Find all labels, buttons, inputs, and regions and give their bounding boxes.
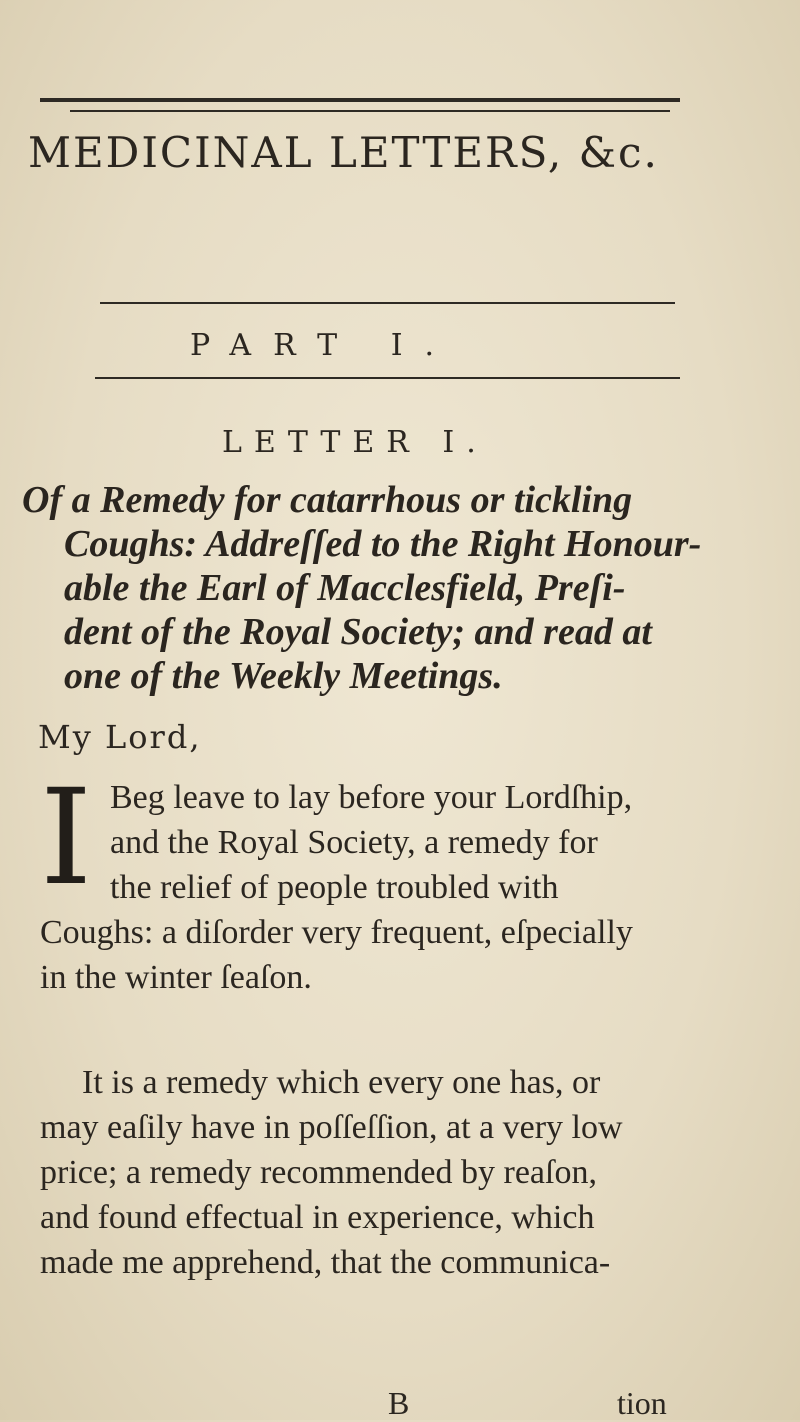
part-rule-bottom	[95, 377, 680, 379]
body-line: and found effectual in experience, which	[40, 1199, 595, 1236]
paragraph-2	[40, 1060, 780, 1285]
address-line: Of a Remedy for catarrhous or tickling	[22, 479, 633, 521]
address-line: Coughs: Addreſſed to the Right Honour-	[64, 523, 702, 565]
letter-body	[40, 775, 780, 1285]
top-rule-secondary	[70, 110, 670, 112]
body-line: the relief of people troubled with	[110, 869, 559, 906]
letter-address	[22, 478, 782, 698]
signature-mark: B	[388, 1385, 410, 1421]
part-heading: PART I.	[190, 328, 457, 363]
letter-heading: LETTER I.	[222, 425, 488, 460]
page-title: MEDICINAL LETTERS, &c.	[28, 128, 659, 177]
part-rule-top	[100, 302, 675, 304]
body-line: in the winter ſeaſon.	[40, 959, 312, 996]
address-line: able the Earl of Macclesfield, Preſi-	[64, 567, 626, 609]
body-line: may eaſily have in poſſeſſion, at a very low	[40, 1109, 623, 1146]
body-line: and the Royal Society, a remedy for	[110, 824, 598, 861]
body-line: Coughs: a diſorder very frequent, eſpecially	[40, 914, 633, 951]
body-line: price; a remedy recommended by reaſon,	[40, 1154, 597, 1191]
body-line: Beg leave to lay before your Lordſhip,	[110, 779, 633, 816]
catchword: tion	[617, 1385, 667, 1421]
salutation: My Lord,	[38, 718, 202, 756]
address-line: one of the Weekly Meetings.	[64, 655, 503, 697]
address-line: dent of the Royal Society; and read at	[64, 611, 652, 653]
paragraph-1	[40, 775, 780, 1000]
body-line: It is a remedy which every one has, or	[82, 1064, 601, 1101]
drop-cap: I	[40, 761, 93, 915]
top-rule	[40, 98, 680, 102]
body-line: made me apprehend, that the communica-	[40, 1244, 611, 1281]
